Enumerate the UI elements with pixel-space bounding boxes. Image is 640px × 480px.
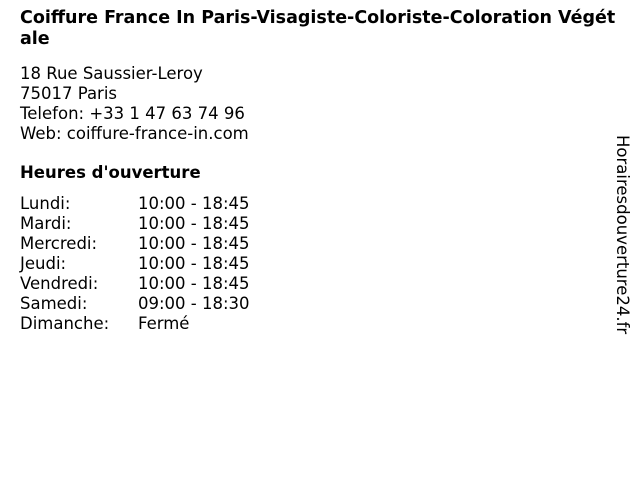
day-label: Vendredi: xyxy=(20,274,99,293)
phone-number[interactable]: Telefon: +33 1 47 63 74 96 xyxy=(20,104,245,123)
hours-row-thursday xyxy=(20,254,280,274)
day-hours: 10:00 - 18:45 xyxy=(138,194,250,213)
day-label: Dimanche: xyxy=(20,314,110,333)
opening-hours-table xyxy=(20,194,280,334)
day-label: Samedi: xyxy=(20,294,88,313)
day-label: Jeudi: xyxy=(20,254,67,273)
hours-row-wednesday xyxy=(20,234,280,254)
hours-row-sunday xyxy=(20,314,280,334)
day-hours: 10:00 - 18:45 xyxy=(138,214,250,233)
site-watermark: Horairesdouverture24.fr xyxy=(613,135,632,335)
hours-heading: Heures d'ouverture xyxy=(20,163,201,182)
day-label: Mardi: xyxy=(20,214,72,233)
hours-row-friday xyxy=(20,274,280,294)
hours-row-monday xyxy=(20,194,280,214)
day-hours: 09:00 - 18:30 xyxy=(138,294,250,313)
address-block xyxy=(20,64,249,144)
day-hours: 10:00 - 18:45 xyxy=(138,254,250,273)
hours-row-tuesday xyxy=(20,214,280,234)
day-hours: 10:00 - 18:45 xyxy=(138,274,250,293)
business-title: Coiffure France In Paris-Visagiste-Coloriste-Coloration Végétale xyxy=(20,8,616,49)
day-label: Lundi: xyxy=(20,194,71,213)
day-hours: 10:00 - 18:45 xyxy=(138,234,250,253)
day-label: Mercredi: xyxy=(20,234,98,253)
street-address: 18 Rue Saussier-Leroy xyxy=(20,64,203,83)
website-link[interactable]: Web: coiffure-france-in.com xyxy=(20,124,249,143)
day-hours: Fermé xyxy=(138,314,190,333)
city-postal: 75017 Paris xyxy=(20,84,118,103)
hours-row-saturday xyxy=(20,294,280,314)
